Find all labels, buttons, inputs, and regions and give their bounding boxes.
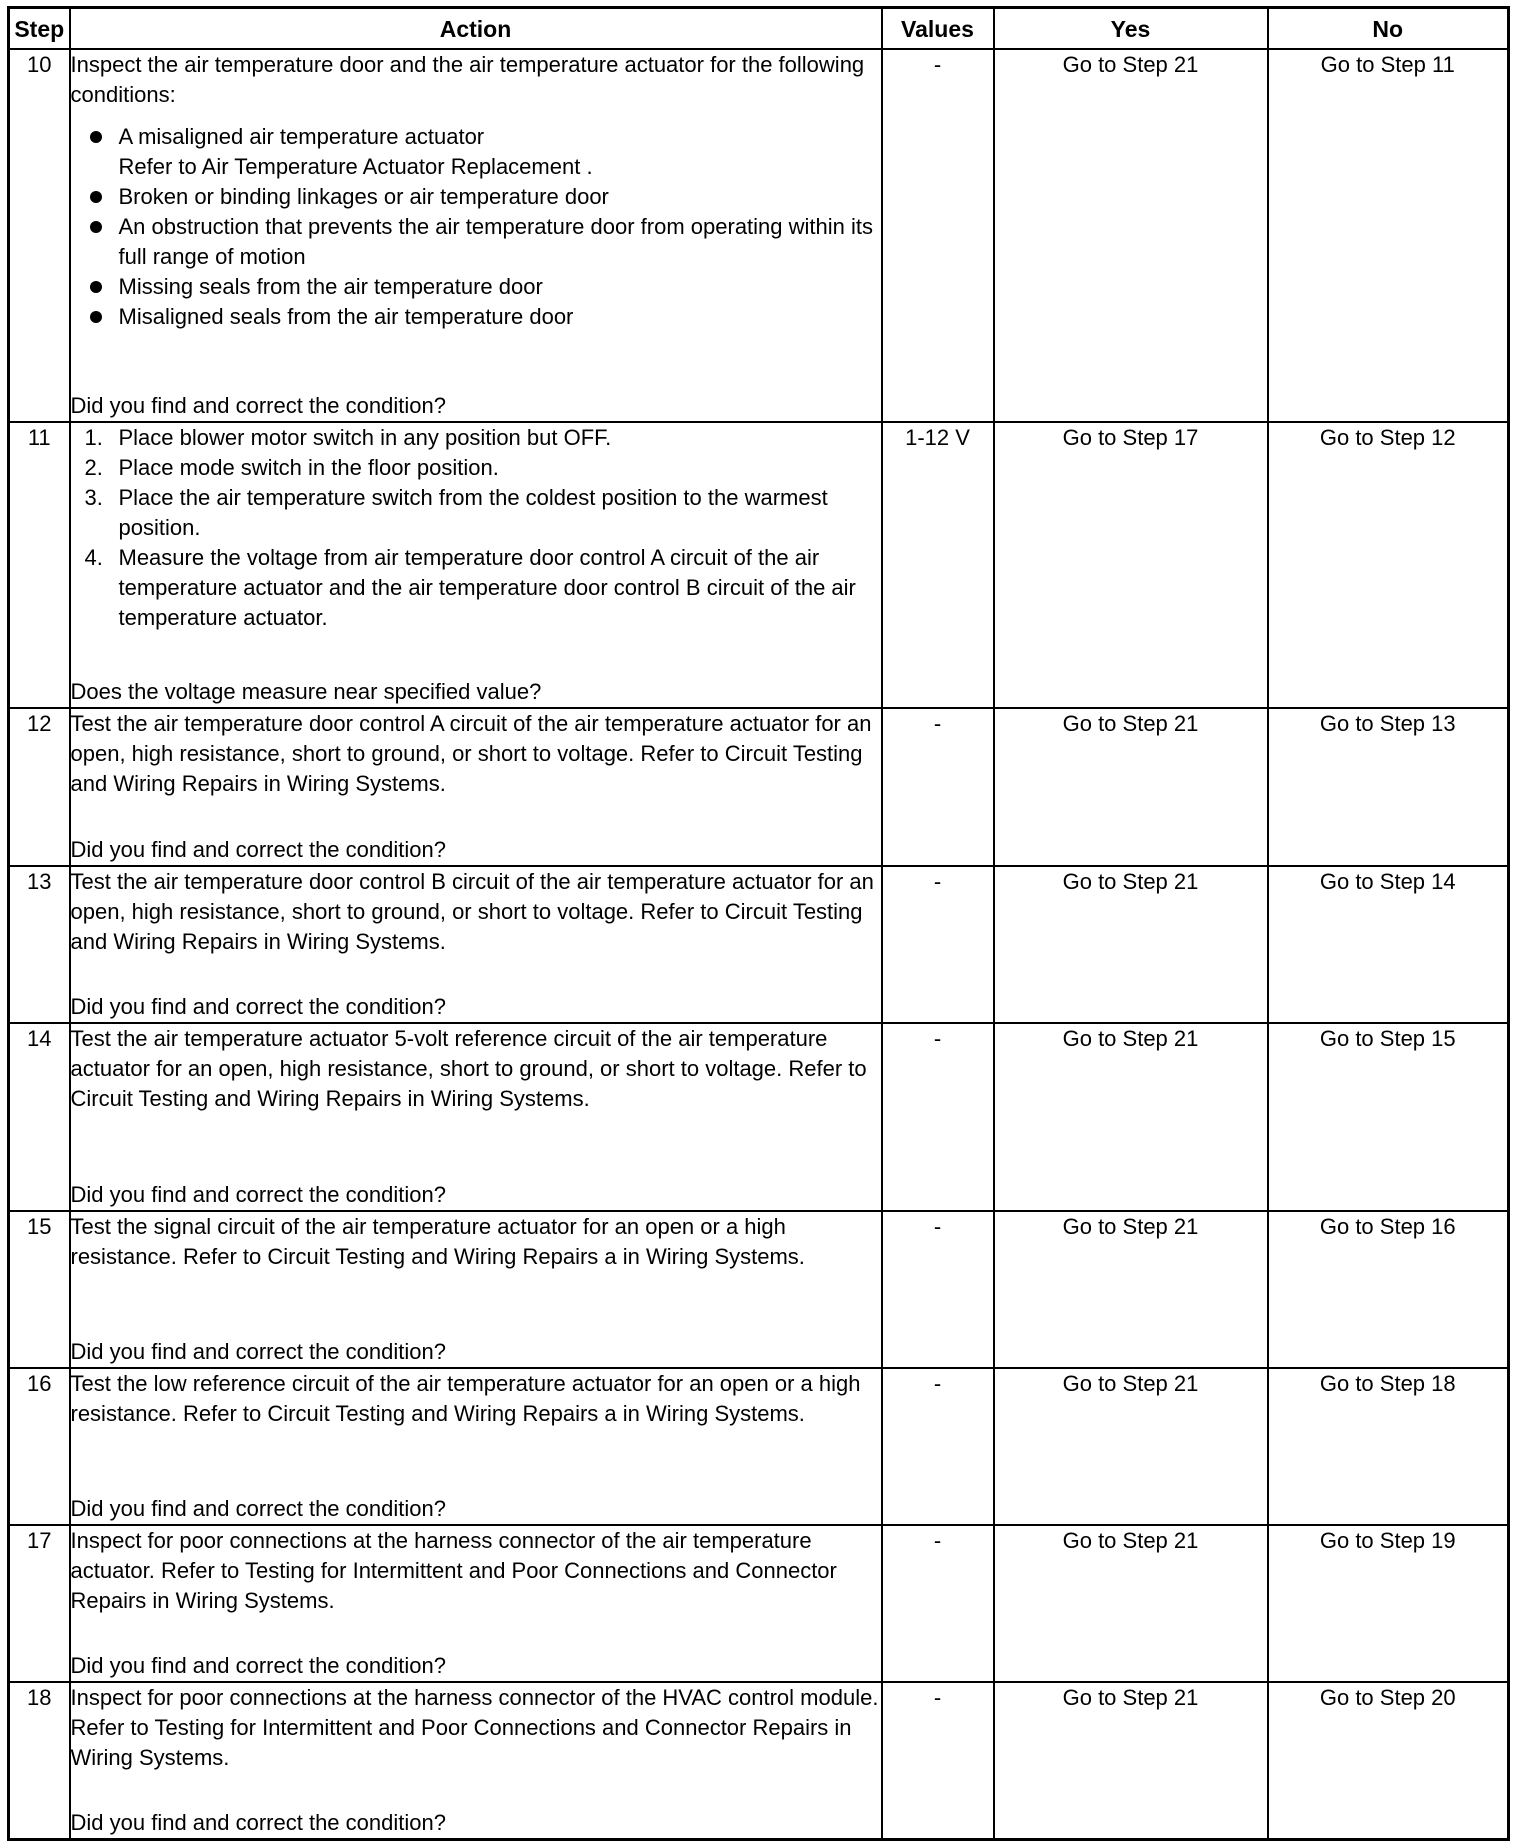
list-item: 4. Measure the voltage from air temperature door control A circuit of the air temperature actuator and the air temperature door control B circuit of the air temperature actuator.	[84, 545, 856, 630]
yes-result: Go to Step 21	[994, 1682, 1268, 1839]
list-item: An obstruction that prevents the air temperature door from operating within its full range of motion	[71, 212, 881, 272]
action-text: Inspect the air temperature door and the air temperature actuator for the following conditions:	[70, 52, 865, 107]
action-question: Did you find and correct the condition?	[70, 393, 446, 418]
condition-list	[71, 122, 881, 332]
values-cell: -	[882, 49, 994, 422]
values-cell: 1-12 V	[882, 422, 994, 708]
yes-result: Go to Step 21	[994, 1368, 1268, 1525]
step-number: 16	[9, 1368, 70, 1525]
step-number: 17	[9, 1525, 70, 1682]
values-cell: -	[882, 1682, 994, 1839]
action-question: Did you find and correct the condition?	[70, 1182, 446, 1207]
action-cell	[70, 422, 882, 708]
table-row	[9, 708, 1509, 866]
values-cell: -	[882, 866, 994, 1023]
action-cell	[70, 1023, 882, 1211]
header-yes: Yes	[994, 8, 1268, 50]
action-text: Test the air temperature actuator 5-volt reference circuit of the air temperature actuator for an open, high resistance, short to ground, or short to voltage. Refer to Circuit Testing and Wiring Repairs in Wiring Systems.	[70, 1026, 867, 1111]
step-number: 10	[9, 49, 70, 422]
values-cell: -	[882, 1023, 994, 1211]
no-result: Go to Step 19	[1268, 1525, 1509, 1682]
no-result: Go to Step 11	[1268, 49, 1509, 422]
action-text: Test the air temperature door control B circuit of the air temperature actuator for an open, high resistance, short to ground, or short to voltage. Refer to Circuit Testing and Wiring Repairs in Wiring Systems.	[70, 869, 874, 954]
yes-result: Go to Step 21	[994, 866, 1268, 1023]
action-text: Inspect for poor connections at the harness connector of the HVAC control module. Refer to Testing for Intermittent and Poor Connections and Connector Repairs in Wiring Systems.	[70, 1685, 879, 1770]
list-item: 2. Place mode switch in the floor position.	[84, 455, 499, 480]
action-question: Does the voltage measure near specified value?	[70, 679, 542, 704]
table-row	[9, 1682, 1509, 1839]
action-cell	[70, 866, 882, 1023]
action-question: Did you find and correct the condition?	[70, 1809, 446, 1835]
yes-result: Go to Step 21	[994, 708, 1268, 866]
step-number: 11	[9, 422, 70, 708]
list-item: A misaligned air temperature actuator Refer to Air Temperature Actuator Replacement .	[71, 122, 881, 182]
step-number: 12	[9, 708, 70, 866]
list-item: Broken or binding linkages or air temperature door	[71, 182, 881, 212]
table-row	[9, 1023, 1509, 1211]
table-row	[9, 1368, 1509, 1525]
list-item: Misaligned seals from the air temperature door	[71, 302, 881, 332]
diagnostic-table	[7, 6, 1510, 1841]
yes-result: Go to Step 21	[994, 1023, 1268, 1211]
yes-result: Go to Step 21	[994, 1211, 1268, 1368]
header-values: Values	[882, 8, 994, 50]
action-text: Test the signal circuit of the air temperature actuator for an open or a high resistance. Refer to Circuit Testing and Wiring Repairs a in Wiring Systems.	[70, 1214, 805, 1269]
values-cell: -	[882, 1368, 994, 1525]
header-step: Step	[9, 8, 70, 50]
action-question: Did you find and correct the condition?	[70, 837, 446, 862]
action-question: Did you find and correct the condition?	[70, 1339, 446, 1364]
header-row	[9, 8, 1509, 50]
no-result: Go to Step 20	[1268, 1682, 1509, 1839]
yes-result: Go to Step 21	[994, 1525, 1268, 1682]
step-number: 15	[9, 1211, 70, 1368]
action-cell	[70, 49, 882, 422]
action-text: Test the air temperature door control A circuit of the air temperature actuator for an open, high resistance, short to ground, or short to voltage. Refer to Circuit Testing and Wiring Repairs in Wiring Systems.	[70, 711, 872, 796]
action-cell	[70, 708, 882, 866]
table-row	[9, 866, 1509, 1023]
table-row	[9, 49, 1509, 422]
action-question: Did you find and correct the condition?	[70, 1653, 446, 1678]
reference-note: Refer to Air Temperature Actuator Replacement .	[118, 154, 593, 179]
table-row	[9, 1525, 1509, 1682]
yes-result: Go to Step 17	[994, 422, 1268, 708]
header-action: Action	[70, 8, 882, 50]
step-number: 13	[9, 866, 70, 1023]
list-item: 3. Place the air temperature switch from the coldest position to the warmest position.	[84, 485, 828, 540]
action-text: Test the low reference circuit of the air temperature actuator for an open or a high resistance. Refer to Circuit Testing and Wiring Repairs a in Wiring Systems.	[70, 1371, 861, 1426]
action-cell	[70, 1211, 882, 1368]
no-result: Go to Step 16	[1268, 1211, 1509, 1368]
table-row	[9, 1211, 1509, 1368]
table-row	[9, 422, 1509, 708]
action-question: Did you find and correct the condition?	[70, 1496, 446, 1521]
values-cell: -	[882, 1211, 994, 1368]
values-cell: -	[882, 708, 994, 866]
list-item: 1. Place blower motor switch in any position but OFF.	[84, 425, 612, 450]
procedure-list	[71, 423, 881, 633]
step-number: 18	[9, 1682, 70, 1839]
values-cell: -	[882, 1525, 994, 1682]
action-question: Did you find and correct the condition?	[70, 994, 446, 1019]
yes-result: Go to Step 21	[994, 49, 1268, 422]
action-cell	[70, 1368, 882, 1525]
step-number: 14	[9, 1023, 70, 1211]
action-cell	[70, 1525, 882, 1682]
no-result: Go to Step 14	[1268, 866, 1509, 1023]
no-result: Go to Step 12	[1268, 422, 1509, 708]
action-text: Inspect for poor connections at the harness connector of the air temperature actuator. Refer to Testing for Intermittent and Poor Connections and Connector Repairs in Wiring Systems.	[70, 1528, 837, 1613]
no-result: Go to Step 15	[1268, 1023, 1509, 1211]
list-item: Missing seals from the air temperature door	[71, 272, 881, 302]
no-result: Go to Step 13	[1268, 708, 1509, 866]
action-cell	[70, 1682, 882, 1839]
header-no: No	[1268, 8, 1509, 50]
no-result: Go to Step 18	[1268, 1368, 1509, 1525]
